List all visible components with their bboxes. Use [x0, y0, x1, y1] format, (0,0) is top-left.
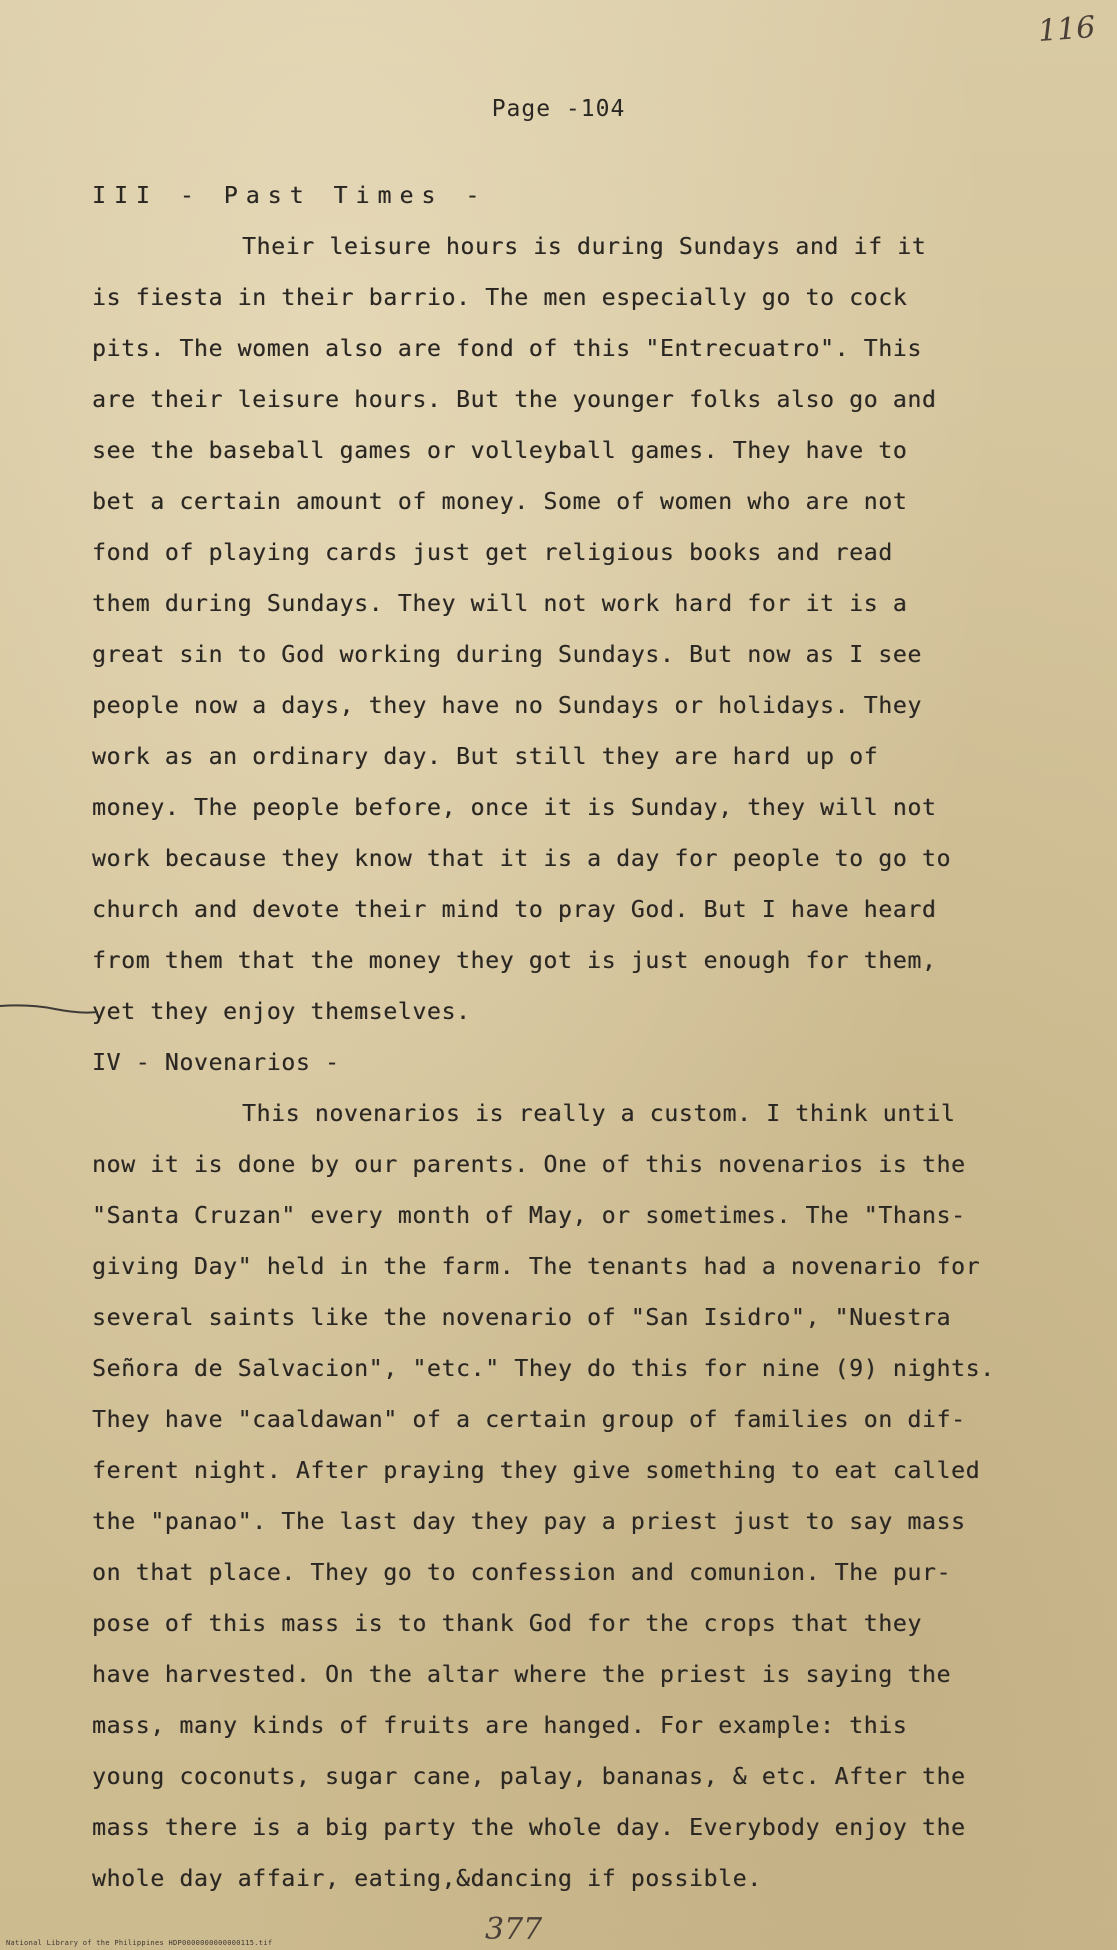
paragraph-line: church and devote their mind to pray God. But I have heard	[92, 896, 937, 923]
paragraph-line: mass, many kinds of fruits are hanged. For example: this	[92, 1712, 908, 1739]
paragraph-line: fond of playing cards just get religious books and read	[92, 539, 893, 566]
paragraph-line: They have "caaldawan" of a certain group of families on dif-	[92, 1406, 966, 1433]
paragraph-line: ferent night. After praying they give something to eat called	[92, 1457, 981, 1484]
handwritten-footer-number: 377	[485, 1912, 543, 1947]
archive-label: National Library of the Philippines HDP0000000000000115.tif	[6, 1939, 273, 1947]
paragraph-line: mass there is a big party the whole day. Everybody enjoy the	[92, 1814, 966, 1841]
section-heading-past-times: III - Past Times -	[92, 182, 488, 209]
paragraph-line: pits. The women also are fond of this "Entrecuatro". This	[92, 335, 922, 362]
paragraph-line: work because they know that it is a day for people to go to	[92, 845, 952, 872]
paragraph-line: bet a certain amount of money. Some of women who are not	[92, 488, 908, 515]
paragraph-line: see the baseball games or volleyball games. They have to	[92, 437, 908, 464]
section-heading-novenarios: IV - Novenarios -	[92, 1049, 340, 1076]
paragraph-line: work as an ordinary day. But still they are hard up of	[92, 743, 879, 770]
paragraph-line: whole day affair, eating,&dancing if possible.	[92, 1865, 762, 1892]
paragraph-line: yet they enjoy themselves.	[92, 998, 471, 1025]
paragraph-line: pose of this mass is to thank God for the crops that they	[92, 1610, 922, 1637]
paragraph-line: them during Sundays. They will not work hard for it is a	[92, 590, 908, 617]
paragraph-line: on that place. They go to confession and comunion. The pur-	[92, 1559, 952, 1586]
paragraph-line: from them that the money they got is just enough for them,	[92, 947, 937, 974]
paragraph-line: "Santa Cruzan" every month of May, or sometimes. The "Thans-	[92, 1202, 966, 1229]
paragraph-line: money. The people before, once it is Sunday, they will not	[92, 794, 937, 821]
paragraph-line: is fiesta in their barrio. The men especially go to cock	[92, 284, 908, 311]
pencil-margin-mark	[0, 998, 100, 1018]
paragraph-line: the "panao". The last day they pay a priest just to say mass	[92, 1508, 966, 1535]
paragraph-line: are their leisure hours. But the younger folks also go and	[92, 386, 937, 413]
page-header: Page -104	[491, 96, 626, 122]
paragraph-line: people now a days, they have no Sundays or holidays. They	[92, 692, 922, 719]
paragraph-line: now it is done by our parents. One of this novenarios is the	[92, 1151, 966, 1178]
paragraph-line: This novenarios is really a custom. I think until	[242, 1100, 956, 1127]
paragraph-line: giving Day" held in the farm. The tenants had a novenario for	[92, 1253, 981, 1280]
paragraph-line: great sin to God working during Sundays. But now as I see	[92, 641, 922, 668]
paragraph-line: have harvested. On the altar where the priest is saying the	[92, 1661, 952, 1688]
paragraph-line: Señora de Salvacion", "etc." They do this for nine (9) nights.	[92, 1355, 995, 1382]
handwritten-page-number: 116	[1036, 10, 1097, 49]
paragraph-line: young coconuts, sugar cane, palay, bananas, & etc. After the	[92, 1763, 966, 1790]
paragraph-line: several saints like the novenario of "San Isidro", "Nuestra	[92, 1304, 952, 1331]
document-body	[92, 170, 1062, 1904]
paragraph-line: Their leisure hours is during Sundays and if it	[242, 233, 927, 260]
